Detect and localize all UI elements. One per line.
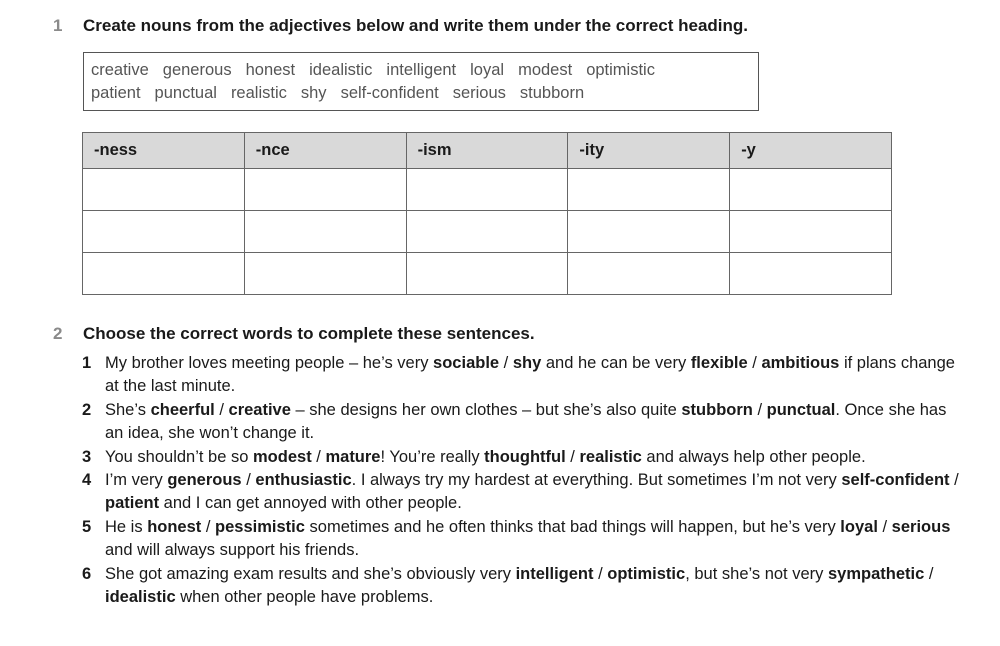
word-choice[interactable]: pessimistic (215, 517, 305, 536)
answer-cell[interactable] (568, 211, 730, 253)
sentence-item (82, 516, 962, 563)
word-choice[interactable]: idealistic (105, 588, 176, 607)
answer-cell[interactable] (83, 211, 245, 253)
sentence-list (82, 352, 962, 609)
sentence-item (82, 446, 962, 469)
word-choice[interactable]: realistic (579, 447, 642, 466)
word-choice[interactable]: enthusiastic (255, 471, 352, 490)
table-row (83, 169, 892, 211)
exercise-2-instruction: Choose the correct words to complete these sentences. (83, 324, 535, 343)
answer-cell[interactable] (244, 211, 406, 253)
word-choice[interactable]: flexible (690, 354, 748, 372)
answer-cell[interactable] (730, 211, 892, 253)
word-bank-item: stubborn (519, 84, 585, 102)
word-bank-item: patient (91, 84, 141, 102)
sentence-number: 2 (82, 400, 92, 419)
sentence-text: She’s cheerful / creative – she designs her own clothes – but she’s also quite stubborn / punctual. Once she has an idea, she won’t change it. (105, 400, 947, 443)
word-bank-item: generous (162, 61, 232, 79)
word-row (91, 59, 751, 82)
word-choice[interactable]: mature (325, 447, 381, 466)
exercise-2-number: 2 (53, 324, 63, 343)
word-choice[interactable]: sociable (433, 354, 500, 372)
sentence-item (82, 352, 962, 399)
word-bank-item: realistic (230, 84, 287, 102)
answer-cell[interactable] (730, 253, 892, 295)
word-choice[interactable]: self-confident (841, 471, 950, 490)
answer-cell[interactable] (83, 169, 245, 211)
sentence-text: I’m very generous / enthusiastic. I always try my hardest at everything. But sometimes I’m not very self-confident / patient and I can get annoyed with other people. (105, 471, 959, 513)
answer-cell[interactable] (406, 169, 568, 211)
word-choice[interactable]: intelligent (515, 564, 594, 583)
word-choice[interactable]: serious (891, 517, 951, 536)
word-bank-item: punctual (154, 84, 217, 102)
table-row (83, 211, 892, 253)
answer-cell[interactable] (568, 253, 730, 295)
table-header-row (83, 133, 892, 169)
noun-suffix-table (82, 132, 892, 295)
answer-cell[interactable] (244, 253, 406, 295)
suffix-heading: -ness (83, 133, 245, 169)
sentence-number: 3 (82, 447, 92, 466)
word-bank-item: idealistic (309, 61, 373, 79)
word-choice[interactable]: creative (228, 400, 291, 419)
answer-cell[interactable] (83, 253, 245, 295)
word-choice[interactable]: patient (105, 494, 160, 513)
table-row (83, 253, 892, 295)
word-choice[interactable]: optimistic (607, 564, 686, 583)
sentence-number: 1 (82, 354, 92, 372)
sentence-number: 4 (82, 471, 92, 490)
word-bank-item: shy (300, 84, 327, 102)
word-choice[interactable]: sympathetic (827, 564, 925, 583)
word-choice[interactable]: cheerful (150, 400, 215, 419)
word-box (83, 52, 759, 111)
word-bank-item: loyal (470, 61, 505, 79)
word-choice[interactable]: thoughtful (484, 447, 566, 466)
word-bank-item: modest (518, 61, 573, 79)
word-bank-item: self-confident (340, 84, 439, 102)
answer-cell[interactable] (244, 169, 406, 211)
sentence-item (82, 399, 962, 446)
sentence-number: 5 (82, 517, 92, 536)
sentence-text: She got amazing exam results and she’s obviously very intelligent / optimistic, but she’s not very sympathetic / idealistic when other people have problems. (105, 564, 934, 607)
word-choice[interactable]: modest (253, 447, 312, 466)
answer-cell[interactable] (406, 253, 568, 295)
suffix-heading: -nce (244, 133, 406, 169)
word-choice[interactable]: generous (167, 471, 242, 490)
word-choice[interactable]: punctual (766, 400, 836, 419)
word-choice[interactable]: loyal (840, 517, 878, 536)
answer-cell[interactable] (730, 169, 892, 211)
suffix-heading: -ism (406, 133, 568, 169)
word-row (91, 82, 751, 105)
suffix-heading: -ity (568, 133, 730, 169)
sentence-item (82, 563, 962, 610)
sentence-text: You shouldn’t be so modest / mature! You’re really thoughtful / realistic and always help other people. (105, 447, 866, 466)
answer-cell[interactable] (568, 169, 730, 211)
sentence-text: He is honest / pessimistic sometimes and he often thinks that bad things will happen, but he’s very loyal / serious and will always support his friends. (105, 517, 951, 560)
word-bank-item: honest (245, 61, 296, 79)
exercise-1-instruction: Create nouns from the adjectives below and write them under the correct heading. (83, 16, 749, 35)
word-choice[interactable]: stubborn (681, 400, 753, 419)
sentence-number: 6 (82, 564, 92, 583)
word-bank-item: creative (91, 61, 149, 79)
word-bank-item: serious (452, 84, 506, 102)
word-bank-item: intelligent (386, 61, 457, 79)
word-choice[interactable]: ambitious (761, 354, 840, 372)
word-choice[interactable]: shy (512, 354, 542, 372)
exercise-1-number: 1 (53, 16, 63, 35)
suffix-heading: -y (730, 133, 892, 169)
sentence-item (82, 469, 962, 516)
word-bank-item: optimistic (586, 61, 655, 79)
answer-cell[interactable] (406, 211, 568, 253)
word-choice[interactable]: honest (147, 517, 202, 536)
sentence-text: My brother loves meeting people – he’s very sociable / shy and he can be very flexible / ambitious if plans change at the last minute. (105, 354, 955, 396)
